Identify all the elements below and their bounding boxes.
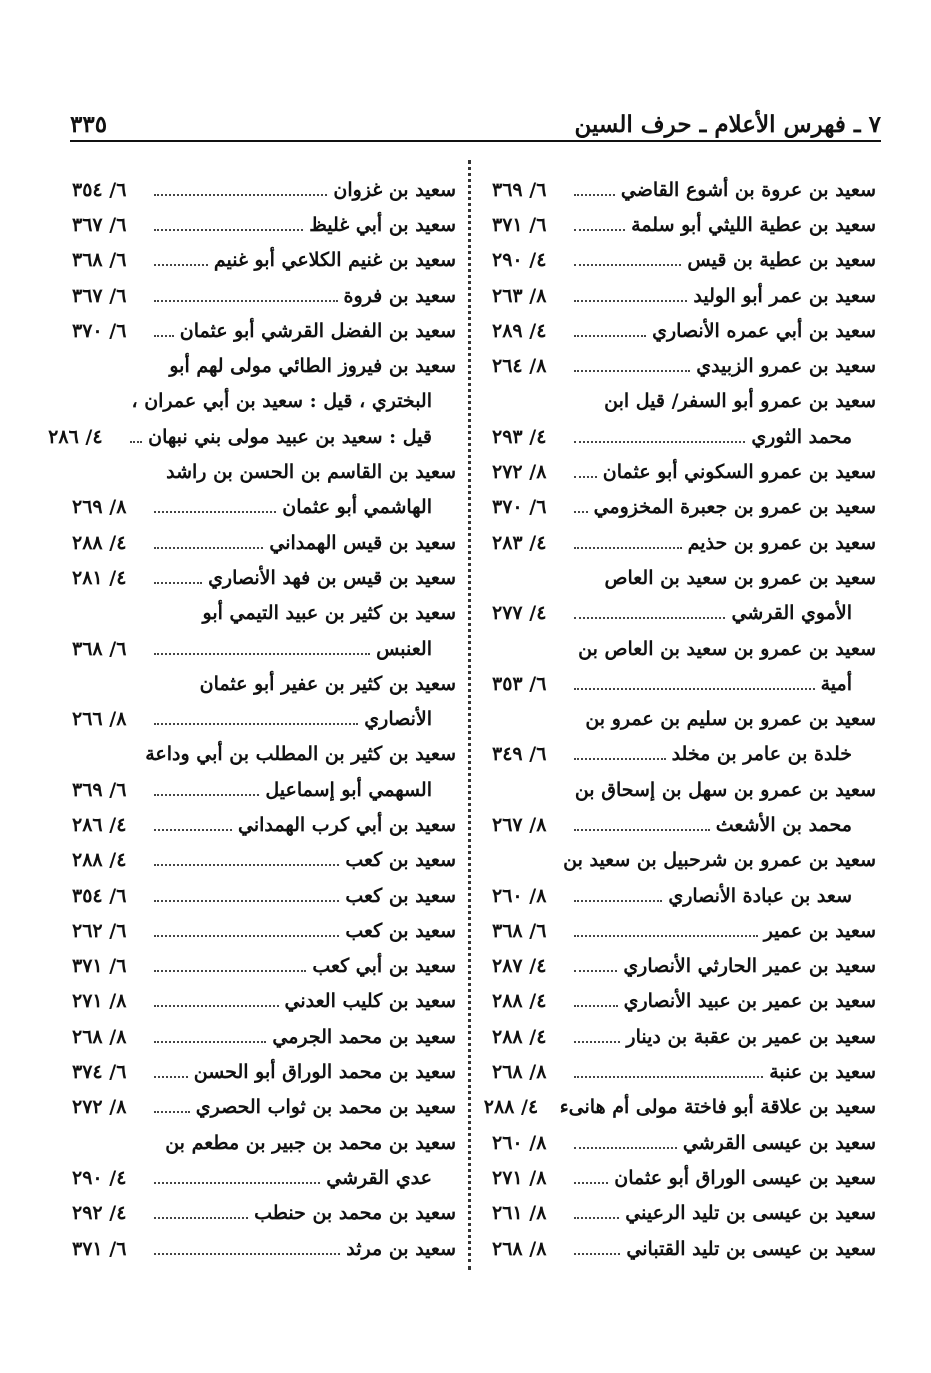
index-entry-continuation (492, 737, 876, 772)
dot-leader (154, 1253, 340, 1255)
entry-name: سعيد بن عمرو بن سهل بن إسحاق بن (574, 778, 876, 801)
index-entry-continuation (48, 419, 456, 454)
index-entry (492, 172, 876, 207)
entry-name: سعيد بن محمد الوراق أبو الحسن (193, 1061, 456, 1084)
entry-reference: ٤/ ٢٩٢ (72, 1202, 127, 1225)
entry-name: سعيد بن مرثد (346, 1237, 456, 1260)
entry-reference: ٤/ ٢٨٨ (72, 531, 127, 554)
dot-leader (574, 229, 625, 231)
dot-leader (574, 617, 725, 619)
dot-leader (154, 900, 339, 902)
dot-leader (574, 264, 681, 266)
entry-name: سعيد بن أبي عمره الأنصاري (652, 319, 876, 342)
index-entry-continuation (72, 772, 456, 807)
entry-reference: ٦/ ٣٧٠ (492, 496, 547, 519)
entry-name: محمد الثوري (751, 425, 852, 448)
entry-name: البختري ، قيل : سعيد بن أبي عمران ، (131, 390, 432, 413)
dot-leader (574, 829, 710, 831)
entry-name: سعيد بن أبي كرب الهمداني (237, 813, 456, 836)
entry-name: سعيد بن القاسم بن الحسن بن راشد (166, 461, 456, 484)
entry-reference: ٤/ ٢٩٠ (492, 249, 547, 272)
dot-leader (154, 264, 208, 266)
entry-name: سعيد بن أبي كعب (312, 955, 456, 978)
entry-reference: ٦/ ٣٥٤ (72, 884, 127, 907)
entry-name: سعيد بن محمد بن حنطب (254, 1202, 456, 1225)
entry-reference: ٦/ ٣٧٠ (72, 319, 127, 342)
index-entry-continuation (72, 701, 456, 736)
index-entry (492, 348, 876, 383)
index-entry (492, 454, 876, 489)
entry-reference: ٦/ ٣٦٧ (72, 284, 127, 307)
entry-name: سعيد بن قيس الهمداني (269, 531, 456, 554)
index-entry-continuation (492, 596, 876, 631)
dot-leader (154, 1041, 266, 1043)
entry-reference: ٤/ ٢٨٨ (483, 1096, 539, 1119)
index-entry (72, 172, 456, 207)
dot-leader (154, 723, 358, 725)
dot-leader (154, 1111, 190, 1113)
index-entry (492, 843, 876, 878)
index-entry (492, 984, 876, 1019)
entry-name: أمية (820, 672, 852, 695)
dot-leader (154, 582, 202, 584)
entry-name: سعيد بن عيسى الوراق أبو عثمان (614, 1166, 876, 1189)
entry-reference: ٤/ ٢٧٧ (492, 602, 547, 625)
entry-name: سعيد بن عمرو بن جعبرة المخزومي (593, 496, 876, 519)
index-entry (72, 596, 456, 631)
index-entry (72, 878, 456, 913)
entry-reference: ٨/ ٢٦٣ (492, 284, 547, 307)
entry-reference: ٦/ ٣٧١ (492, 213, 547, 236)
entry-name: سعيد بن عروة بن أشوع القاضي (620, 178, 876, 201)
dot-leader (154, 1182, 320, 1184)
index-entry (72, 525, 456, 560)
dot-leader (574, 476, 597, 478)
entry-name: سعيد بن أبي غليظ (309, 213, 456, 236)
column-divider (468, 160, 471, 1270)
index-entry (72, 1125, 456, 1160)
entry-name: سعيد بن محمد بن جبير بن مطعم بن (165, 1131, 456, 1154)
entry-reference: ٤/ ٢٨٩ (492, 319, 547, 342)
index-entry (492, 701, 876, 736)
entry-name: سعيد بن عنبة (769, 1061, 876, 1084)
entry-name: سعيد بن عيسى بن تليد القتباني (626, 1237, 876, 1260)
index-entry (72, 1090, 456, 1125)
entry-name: سعيد بن كعب (345, 849, 456, 872)
entry-name: سعيد بن الفضل القرشي أبو عثمان (179, 319, 456, 342)
entry-reference: ٤/ ٢٨١ (72, 566, 127, 589)
entry-name: عدي القرشي (326, 1166, 432, 1189)
index-entry (492, 631, 876, 666)
entry-reference: ٨/ ٢٦٧ (492, 813, 547, 836)
entry-reference: ٤/ ٢٨٣ (492, 531, 547, 554)
dot-leader (154, 829, 232, 831)
entry-name: سعيد بن عمير بن عقبة بن دينار (626, 1025, 876, 1048)
dot-leader (154, 1217, 248, 1219)
entry-name: سعيد بن عمرو بن سليم بن عمرو بن (585, 708, 876, 731)
entry-name: سعيد بن كليب العدني (284, 990, 456, 1013)
index-entry (492, 1125, 876, 1160)
index-entry (492, 1160, 876, 1195)
dot-leader (154, 194, 327, 196)
dot-leader (574, 900, 662, 902)
dot-leader (154, 1076, 188, 1078)
dot-leader (574, 1182, 608, 1184)
index-entry-continuation (72, 490, 456, 525)
entry-name: سعيد بن عمرو السكوني أبو عثمان (602, 461, 876, 484)
dot-leader (154, 229, 303, 231)
entry-reference: ٦/ ٢٦٢ (72, 919, 127, 942)
index-entry (492, 560, 876, 595)
index-entry (72, 278, 456, 313)
dot-leader (154, 935, 339, 937)
entry-reference: ٨/ ٢٦٤ (492, 355, 547, 378)
index-entry (492, 384, 876, 419)
entry-name: سعيد بن عمير (763, 919, 876, 942)
index-entry (492, 313, 876, 348)
dot-leader (154, 653, 370, 655)
entry-name: سعد بن عبادة الأنصاري (668, 884, 852, 907)
entry-reference: ٤/ ٢٨٨ (492, 1025, 547, 1048)
index-entry (492, 772, 876, 807)
entry-reference: ٦/ ٣٦٨ (72, 637, 127, 660)
entry-reference: ٦/ ٣٦٩ (72, 778, 127, 801)
dot-leader (574, 970, 617, 972)
index-entry (483, 1090, 876, 1125)
dot-leader (574, 1076, 763, 1078)
dot-leader (574, 194, 615, 196)
index-entry (72, 560, 456, 595)
entry-name: سعيد بن غزوان (333, 178, 456, 201)
entry-reference: ٤/ ٢٨٨ (72, 849, 127, 872)
dot-leader (154, 300, 338, 302)
page-number: ٣٣٥ (70, 111, 108, 138)
dot-leader (574, 1041, 620, 1043)
dot-leader (574, 1253, 620, 1255)
entry-reference: ٦/ ٣٥٣ (492, 672, 547, 695)
index-entry (492, 278, 876, 313)
index-entry (492, 1019, 876, 1054)
entry-reference: ٤/ ٢٨٨ (492, 990, 547, 1013)
dot-leader (574, 758, 666, 760)
index-entry-continuation (492, 419, 876, 454)
index-entry (72, 243, 456, 278)
index-entry (72, 454, 456, 489)
dot-leader (154, 547, 263, 549)
index-entry (492, 913, 876, 948)
index-entry (492, 949, 876, 984)
entry-name: العنبس (376, 637, 432, 660)
entry-name: سعيد بن عطية بن قيس (687, 249, 876, 272)
entry-name: سعيد بن عمرو بن سعيد بن العاص (604, 566, 876, 589)
entry-name: سعيد بن كعب (345, 884, 456, 907)
entry-name: سعيد بن كثير بن عفير أبو عثمان (199, 672, 456, 695)
dot-leader (154, 1005, 279, 1007)
index-entry (72, 949, 456, 984)
entry-reference: ٨/ ٢٦٩ (72, 496, 127, 519)
dot-leader (154, 794, 259, 796)
entry-name: محمد بن الأشعث (715, 813, 852, 836)
entry-name: الأنصاري (364, 708, 432, 731)
index-entry (492, 1231, 876, 1266)
index-entry (492, 1196, 876, 1231)
index-entry (72, 737, 456, 772)
index-column-right (483, 172, 876, 1266)
index-entry (72, 984, 456, 1019)
entry-reference: ٤/ ٢٨٧ (492, 955, 547, 978)
entry-reference: ٦/ ٣٤٩ (492, 743, 547, 766)
entry-name: خلدة بن عامر بن مخلد (671, 743, 852, 766)
entry-name: سعيد بن محمد بن ثواب الحصري (195, 1096, 456, 1119)
index-entry (72, 913, 456, 948)
index-entry (72, 1196, 456, 1231)
index-entry (72, 313, 456, 348)
entry-reference: ٤/ ٢٨٦ (72, 813, 127, 836)
dot-leader (574, 1217, 619, 1219)
entry-reference: ٤/ ٢٩٣ (492, 425, 547, 448)
entry-name: سعيد بن عيسى بن تليد الرعيني (625, 1202, 876, 1225)
index-entry (72, 807, 456, 842)
entry-reference: ٦/ ٣٦٨ (72, 249, 127, 272)
entry-reference: ٨/ ٢٦٨ (492, 1061, 547, 1084)
entry-name: سعيد بن علاقة أبو فاختة مولى أم هانىء (559, 1096, 876, 1119)
dot-leader (574, 547, 682, 549)
entry-name: سعيد بن عيسى القرشي (682, 1131, 876, 1154)
entry-reference: ٨/ ٢٦١ (492, 1202, 547, 1225)
entry-name: سعيد بن عمرو بن سعيد بن العاص بن (578, 637, 876, 660)
index-entry-continuation (72, 384, 456, 419)
entry-reference: ٨/ ٢٦٦ (72, 708, 127, 731)
entry-reference: ٨/ ٢٦٨ (72, 1025, 127, 1048)
entry-reference: ٨/ ٢٦٨ (492, 1237, 547, 1260)
entry-name: سعيد بن عطية الليثي أبو سلمة (631, 213, 876, 236)
dot-leader (154, 970, 306, 972)
dot-leader (574, 335, 646, 337)
index-entry (72, 843, 456, 878)
entry-reference: ٤/ ٢٩٠ (72, 1166, 127, 1189)
index-entry (492, 525, 876, 560)
entry-name: سعيد بن غنيم الكلاعي أبو غنيم (213, 249, 456, 272)
dot-leader (574, 935, 758, 937)
entry-reference: ٨/ ٢٦٠ (492, 1131, 547, 1154)
dot-leader (574, 1147, 677, 1149)
index-entry-continuation (492, 666, 876, 701)
dot-leader (574, 511, 588, 513)
entry-reference: ٨/ ٢٧٢ (492, 461, 547, 484)
entry-name: سعيد بن عمرو بن شرحبيل بن سعيد بن (563, 849, 876, 872)
index-column-left (48, 172, 456, 1266)
entry-reference: ٦/ ٣٥٤ (72, 178, 127, 201)
dot-leader (574, 370, 690, 372)
entry-reference: ٨/ ٢٧٢ (72, 1096, 127, 1119)
index-entry-continuation (492, 807, 876, 842)
entry-name: سعيد بن كثير بن المطلب بن أبي وداعة (145, 743, 456, 766)
entry-name: سعيد بن كعب (345, 919, 456, 942)
index-entry (72, 1231, 456, 1266)
entry-reference: ٨/ ٢٧١ (492, 1166, 547, 1189)
index-entry-continuation (72, 1160, 456, 1195)
dot-leader (154, 335, 174, 337)
index-entry (492, 1054, 876, 1089)
index-entry-continuation (492, 878, 876, 913)
index-entry (72, 348, 456, 383)
dot-leader (574, 1005, 618, 1007)
page-title: ٧ ـ فهرس الأعلام ـ حرف السين (574, 111, 881, 138)
entry-name: سعيد بن عمرو الزبيدي (696, 355, 876, 378)
index-entry (492, 490, 876, 525)
entry-name: سعيد بن عمرو أبو السفر/ قيل ابن (604, 390, 876, 413)
entry-reference: ٤/ ٢٨٦ (48, 425, 103, 448)
entry-name: سعيد بن كثير بن عبيد التيمي أبو (202, 602, 456, 625)
entry-reference: ٦/ ٣٦٨ (492, 919, 547, 942)
entry-reference: ٦/ ٣٧١ (72, 1237, 127, 1260)
index-entry (72, 207, 456, 242)
entry-reference: ٦/ ٣٧٤ (72, 1061, 127, 1084)
index-entry (492, 243, 876, 278)
index-entry-continuation (72, 631, 456, 666)
entry-name: سعيد بن محمد الجرمي (272, 1025, 456, 1048)
index-entry (72, 666, 456, 701)
page-header (70, 98, 881, 142)
entry-reference: ٦/ ٣٦٧ (72, 213, 127, 236)
index-entry (492, 207, 876, 242)
entry-name: سعيد بن عمير بن عبيد الأنصاري (623, 990, 876, 1013)
dot-leader (154, 511, 276, 513)
entry-name: الهاشمي أبو عثمان (282, 496, 432, 519)
entry-reference: ٦/ ٣٧١ (72, 955, 127, 978)
entry-name: سعيد بن فروة (343, 284, 456, 307)
entry-reference: ٦/ ٣٦٩ (492, 178, 547, 201)
entry-reference: ٨/ ٢٦٠ (492, 884, 547, 907)
index-entry (72, 1019, 456, 1054)
entry-name: سعيد بن عمر أبو الوليد (693, 284, 876, 307)
dot-leader (574, 300, 687, 302)
index-entry (72, 1054, 456, 1089)
dot-leader (130, 441, 142, 443)
entry-name: سعيد بن عمرو بن حذيم (687, 531, 876, 554)
entry-name: سعيد بن فيروز الطائي مولى لهم أبو (169, 355, 456, 378)
dot-leader (574, 441, 745, 443)
entry-name: قيل : سعيد بن عبيد مولى بني نبهان (148, 425, 432, 448)
entry-reference: ٨/ ٢٧١ (72, 990, 127, 1013)
dot-leader (154, 864, 339, 866)
entry-name: السهمي أبو إسماعيل (265, 778, 432, 801)
entry-name: سعيد بن عمير الحارثي الأنصاري (623, 955, 876, 978)
entry-name: الأموي القرشي (731, 602, 852, 625)
dot-leader (574, 688, 815, 690)
entry-name: سعيد بن قيس بن فهد الأنصاري (208, 566, 456, 589)
